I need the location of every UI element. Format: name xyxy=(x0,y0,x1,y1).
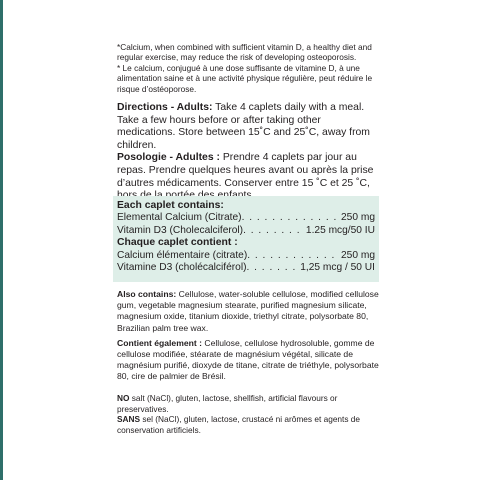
contents-header-fr: Chaque caplet contient : xyxy=(117,237,238,249)
ingredient-row xyxy=(117,212,375,224)
ingredient-row xyxy=(117,250,375,262)
free-from-section xyxy=(117,393,379,435)
ingredient-row xyxy=(117,225,375,237)
dot-leader xyxy=(246,262,298,274)
dot-leader xyxy=(243,225,304,237)
note-en: *Calcium, when combined with sufficient vitamin D, a healthy diet and regular exercise, may reduce the risk of developing osteoporosis. xyxy=(117,42,372,63)
free-from-fr-label: SANS xyxy=(117,414,141,425)
also-contains-fr xyxy=(117,338,379,383)
also-contains-fr-text: Cellulose, cellulose hydrosoluble, gomme de cellulose modifiée, stéarate de magnésium végétal, silicate de magnésium purifié, dioxyde de titane, citrate de triéthyle, polysorbate 80, cire de palmier de Brésil. xyxy=(117,337,379,382)
contents-header-en: Each caplet contains: xyxy=(117,200,224,211)
directions-en-text: Take 4 caplets daily with a meal. Take a few hours before or after taking other medications. Store between 15˚C and 25˚C, away from children. xyxy=(117,102,370,151)
also-contains-en xyxy=(117,289,379,334)
ingredient-label: Elemental Calcium (Citrate) xyxy=(117,212,242,224)
directions-section xyxy=(117,102,379,203)
ingredient-label: Calcium élémentaire (citrate) xyxy=(117,249,248,261)
non-medicinal-section xyxy=(117,289,379,387)
directions-fr-text: Prendre 4 caplets par jour au repas. Prendre quelques heures avant ou après la prise d’autres médicaments. Conserver entre 15 ˚C et 25 ˚C, xyxy=(117,152,374,189)
ingredient-label: Vitamine D3 (cholécalciférol) xyxy=(117,262,247,274)
dot-leader xyxy=(242,212,339,224)
also-contains-en-label: Also contains: xyxy=(117,289,177,299)
ingredient-amount: 250 mg xyxy=(341,249,375,261)
osteoporosis-note xyxy=(117,42,379,94)
dot-leader xyxy=(247,250,339,262)
ingredient-row xyxy=(117,262,375,274)
accent-band xyxy=(0,0,3,480)
free-from-fr-text: sel (NaCl), gluten, lactose, crustacé ni arômes et agents de conservation artificiels. xyxy=(117,414,361,435)
free-from-en-text: salt (NaCl), gluten, lactose, shellfish, artificial flavours or preservatives. xyxy=(117,393,338,414)
directions-en-label: Directions - Adults: xyxy=(117,102,213,113)
ingredient-label: Vitamin D3 (Cholecalciferol) xyxy=(117,224,244,236)
ingredient-amount: 250 mg xyxy=(341,212,375,224)
also-contains-en-text: Cellulose, water-soluble cellulose, modified cellulose gum, vegetable magnesium stearate, purified magnesium silicate, magnesium oxide, titanium dioxide, triethyl citrate, polysorbate 80, Brazilian palm tree wax. xyxy=(117,289,379,333)
free-from-en xyxy=(117,393,379,414)
ingredient-amount: 1.25 mcg/50 IU xyxy=(305,224,375,236)
also-contains-fr-label: Contient également : xyxy=(117,337,202,348)
free-from-en-label: NO xyxy=(117,393,130,403)
directions-fr-label: Posologie - Adultes : xyxy=(117,152,220,164)
free-from-fr xyxy=(117,414,379,435)
medicinal-ingredients-box xyxy=(113,196,379,282)
directions-en xyxy=(117,102,379,152)
note-fr: * Le calcium, conjugué à une dose suffisante de vitamine D, à une alimentation saine et à une activité physique régulière, peut réduire le risque d’ostéoporose. xyxy=(117,62,373,94)
ingredient-amount: 1,25 mcg / 50 UI xyxy=(300,262,375,274)
